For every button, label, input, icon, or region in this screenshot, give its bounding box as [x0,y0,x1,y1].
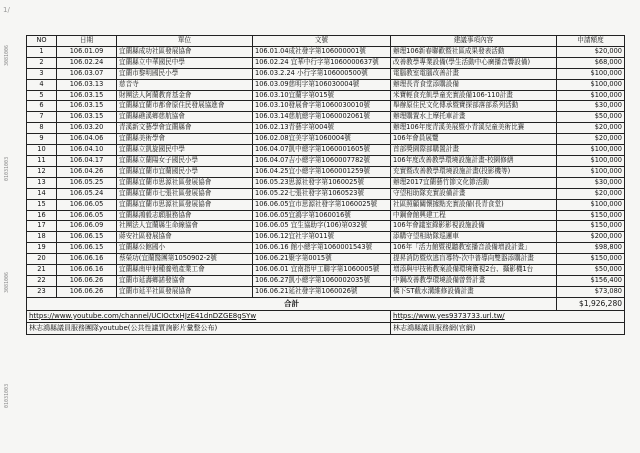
cell-unit: 社團法人宜蘭縣生命線協會 [117,221,253,232]
table-row [27,232,625,243]
cell-doc: 106.02.24 宜華中行字第1060000637號 [253,57,391,68]
cell-item: 米寶輕食充飢學童充實設備106-110計畫 [391,90,557,101]
cell-unit: 宜蘭市黎明國民小學 [117,68,253,79]
table-row [27,286,625,297]
cell-no: 11 [27,155,57,166]
website-link-desc: 林志鴻縣議員服務網(官網) [391,322,625,334]
cell-item: 改善教學專業設備(學生活動中心廣播音響設備) [391,57,557,68]
cell-item: 提昇消防暨炊逃盲導特-次中普導向雙器添購計畫 [391,254,557,265]
cell-no: 1 [27,46,57,57]
table-row [27,145,625,156]
link-row [27,310,625,322]
cell-date: 106.04.17 [57,155,117,166]
cell-unit: 蔡榮功(宜蘭醫團第1050902-2號 [117,254,253,265]
cell-item: 106年會員展覽 [391,134,557,145]
cell-doc: 106.05.22七張社發字第1060523號 [253,188,391,199]
cell-doc: 106.06.01 宜南指甲工聯字第1060005號 [253,265,391,276]
header-row [27,36,625,47]
cell-date: 106.06.09 [57,221,117,232]
cell-amount: $30,000 [557,177,625,188]
cell-unit: 宜蘭市延平社區發展協會 [117,286,253,297]
cell-no: 23 [27,286,57,297]
cell-doc: 106.04.07吉小總字第1060007782號 [253,155,391,166]
cell-item: 首部獎園際部購置計畫 [391,145,557,156]
table-row [27,90,625,101]
cell-unit: 宜蘭縣礁溪鄉慈航協會 [117,112,253,123]
cell-no: 6 [27,101,57,112]
cell-doc: 106.03.09慈明字第106030004號 [253,79,391,90]
table-row [27,275,625,286]
cell-date: 106.05.25 [57,177,117,188]
table-row [27,177,625,188]
cell-unit: 宜蘭縣公館國小 [117,243,253,254]
cell-doc: 106.03.14慈航總字第1060002061號 [253,112,391,123]
cell-amount: $150,000 [557,210,625,221]
cell-no: 5 [27,90,57,101]
cell-unit: 宜蘭縣立中華國民中學 [117,57,253,68]
cell-no: 17 [27,221,57,232]
cell-unit: 慈音寺 [117,79,253,90]
table-row [27,112,625,123]
header-item: 建議事項內容 [391,36,557,47]
cell-amount: $20,000 [557,46,625,57]
cell-date: 106.04.06 [57,134,117,145]
cell-item: 中鋼改善教學環境設備曾營計畫 [391,275,557,286]
cell-date: 106.03.07 [57,68,117,79]
cell-doc: 106.01.04成社發字第106000001號 [253,46,391,57]
table-row [27,79,625,90]
cell-amount: $100,000 [557,79,625,90]
cell-doc: 106.03.10發展會字第1060030010號 [253,101,391,112]
total-label: 合計 [27,297,557,310]
cell-unit: 宜蘭市延壽鄉諾發協會 [117,275,253,286]
cell-date: 106.03.15 [57,112,117,123]
table-row [27,188,625,199]
cell-no: 21 [27,265,57,276]
total-amount: $1,926,280 [557,297,625,310]
cell-date: 106.06.05 [57,199,117,210]
cell-date: 106.01.09 [57,46,117,57]
cell-unit: 青溪新文藝學會宜蘭縣會 [117,123,253,134]
cell-unit: 財團法人阿蘭教育基金會 [117,90,253,101]
header-doc: 文號 [253,36,391,47]
margin-stamp [2,0,12,453]
table-row [27,221,625,232]
cell-amount: $98,800 [557,243,625,254]
cell-doc: 106.06.12宜社字第011號 [253,232,391,243]
cell-item: 106年會議室錄影影視設施設備 [391,221,557,232]
cell-doc: 106.02.08宜美字第1060004號 [253,134,391,145]
cell-date: 106.04.10 [57,145,117,156]
margin-stamp-text: 3081006 [4,45,10,67]
cell-no: 22 [27,275,57,286]
table-row [27,123,625,134]
cell-no: 8 [27,123,57,134]
cell-item: 增添與甲技術教案設備環境衛視2台、攝影機1台 [391,265,557,276]
document-sheet [26,35,624,335]
cell-date: 106.06.26 [57,275,117,286]
cell-unit: 宜蘭縣立凱旋國民中學 [117,145,253,156]
table-row [27,134,625,145]
cell-no: 4 [27,79,57,90]
cell-item: 守望相助隊充實設備計畫 [391,188,557,199]
cell-unit: 蔣安社區發展協會 [117,232,253,243]
margin-stamp-text: 01031003 [4,157,10,182]
cell-no: 2 [27,57,57,68]
cell-amount: $100,000 [557,166,625,177]
cell-item: 電腦教室電腦改善計畫 [391,68,557,79]
website-link[interactable]: https://www.yes9373733.url.tw/ [391,310,625,322]
cell-doc: 106.06.16 館小總字第1060001543號 [253,243,391,254]
cell-date: 106.06.15 [57,243,117,254]
cell-date: 106.06.26 [57,286,117,297]
cell-date: 106.05.24 [57,188,117,199]
cell-date: 106.06.05 [57,210,117,221]
table-row [27,166,625,177]
link-desc-row [27,322,625,334]
cell-doc: 106.06.21延社發字第1060026號 [253,286,391,297]
cell-amount: $30,000 [557,101,625,112]
cell-unit: 宜蘭縣宜蘭市思源社區發展協會 [117,177,253,188]
cell-amount: $50,000 [557,265,625,276]
cell-doc: 106.03.2.24 小行字第106000500號 [253,68,391,79]
cell-amount: $150,000 [557,221,625,232]
cell-amount: $73,080 [557,286,625,297]
corner-mark: 1/ [3,6,10,14]
cell-item: 充實暨改善教學環境設施計畫(投影機等) [391,166,557,177]
cell-date: 106.06.16 [57,254,117,265]
cell-doc: 106.03.10宜蘭字第015號 [253,90,391,101]
cell-item: 辦理2017宜蘭藝竹節文化節活動 [391,177,557,188]
cell-no: 13 [27,177,57,188]
youtube-link[interactable]: https://www.youtube.com/channel/UCIOctxHJzE41dnDZGE8gSYw [27,310,391,322]
cell-item: 辦理106新春聯歡暨社區成果發表活動 [391,46,557,57]
cell-doc: 106.06.05宜鴻字第1060016號 [253,210,391,221]
table-row [27,265,625,276]
cell-date: 106.02.24 [57,57,117,68]
margin-stamp-text: 3081006 [4,271,10,293]
cell-doc: 106.06.21聚字第0015號 [253,254,391,265]
cell-item: 辦理購置水上摩托車計畫 [391,112,557,123]
cell-doc: 106.06.05宜市思源社發字第1060025號 [253,199,391,210]
cell-date: 106.06.15 [57,232,117,243]
cell-unit: 宜蘭縣宜蘭市都會原住民發展協進會 [117,101,253,112]
youtube-link-desc: 林志鴻縣議員服務團隊youtube(公共性議質詢影片彙整公布) [27,322,391,334]
cell-unit: 宜蘭縣南甲射種養殖產業工會 [117,265,253,276]
cell-unit: 宜蘭縣成功社區發展協會 [117,46,253,57]
cell-item: 中鋼會館興建工程 [391,210,557,221]
cell-date: 106.04.26 [57,166,117,177]
cell-amount: $50,000 [557,112,625,123]
header-amount: 申請額度 [557,36,625,47]
cell-amount: $100,000 [557,145,625,156]
cell-date: 106.03.13 [57,79,117,90]
table-row [27,199,625,210]
cell-item: 辦理長青食堂添購設備 [391,79,557,90]
cell-unit: 宜蘭縣宜蘭市七張社區發展協會 [117,188,253,199]
cell-amount: $100,000 [557,68,625,79]
cell-doc: 106.05.23思源社發字第1060025號 [253,177,391,188]
table-row [27,210,625,221]
cell-no: 18 [27,232,57,243]
cell-no: 19 [27,243,57,254]
table-row [27,57,625,68]
header-date: 日期 [57,36,117,47]
cell-amount: $150,000 [557,254,625,265]
cell-no: 14 [27,188,57,199]
cell-amount: $156,400 [557,275,625,286]
cell-item: 橋下ST截水溝維修設備計畫 [391,286,557,297]
cell-no: 3 [27,68,57,79]
cell-item: 106年度改善教學環境設施計畫-校園修繕 [391,155,557,166]
cell-amount: $100,000 [557,90,625,101]
cell-unit: 宜蘭縣宜蘭市思源社區發展協會 [117,199,253,210]
cell-doc: 106.02.13青藝字第004號 [253,123,391,134]
cell-unit: 宜蘭縣美術學會 [117,134,253,145]
cell-no: 9 [27,134,57,145]
cell-item: 106年「活力館暨視聽教室播音設備增設計畫」 [391,243,557,254]
header-unit: 單位 [117,36,253,47]
cell-amount: $100,000 [557,199,625,210]
table-body [27,46,625,297]
cell-date: 106.06.16 [57,265,117,276]
cell-date: 106.03.15 [57,90,117,101]
cell-no: 16 [27,210,57,221]
cell-item: 舉辦原住民文化傳承暨寶探部落部系列活動 [391,101,557,112]
cell-unit: 宜蘭縣立蘭陽女子國民小學 [117,155,253,166]
margin-stamp-text: 01031003 [4,383,10,408]
cell-amount: $100,000 [557,155,625,166]
cell-item: 社區照顧關懷據點充實設備(長青食堂) [391,199,557,210]
cell-doc: 106.06.27凱小總字第1060002035號 [253,275,391,286]
cell-unit: 宜蘭縣鴻毅志願服務協會 [117,210,253,221]
cell-doc: 106.04.07凱中總字第1060001605號 [253,145,391,156]
table-row [27,101,625,112]
cell-doc: 106.06.05 宜生協助字(106)第032號 [253,221,391,232]
cell-item: 辦理106年度青溪美展暨小青溪兒童美術比賽 [391,123,557,134]
header-no: NO [27,36,57,47]
cell-amount: $20,000 [557,188,625,199]
cell-item: 添購守望相助隊巡邏車 [391,232,557,243]
cell-amount: $200,000 [557,232,625,243]
cell-no: 12 [27,166,57,177]
cell-amount: $20,000 [557,134,625,145]
cell-amount: $20,000 [557,123,625,134]
cell-unit: 宜蘭縣宜蘭市宜蘭國民小學 [117,166,253,177]
cell-date: 106.03.15 [57,101,117,112]
table-row [27,254,625,265]
table-row [27,155,625,166]
grant-table [26,35,625,335]
total-row [27,297,625,310]
cell-no: 7 [27,112,57,123]
cell-no: 15 [27,199,57,210]
cell-date: 106.03.20 [57,123,117,134]
table-row [27,68,625,79]
cell-doc: 106.04.25宜小總字第1060001259號 [253,166,391,177]
table-row [27,243,625,254]
cell-amount: $68,000 [557,57,625,68]
table-row [27,46,625,57]
cell-no: 10 [27,145,57,156]
cell-no: 20 [27,254,57,265]
